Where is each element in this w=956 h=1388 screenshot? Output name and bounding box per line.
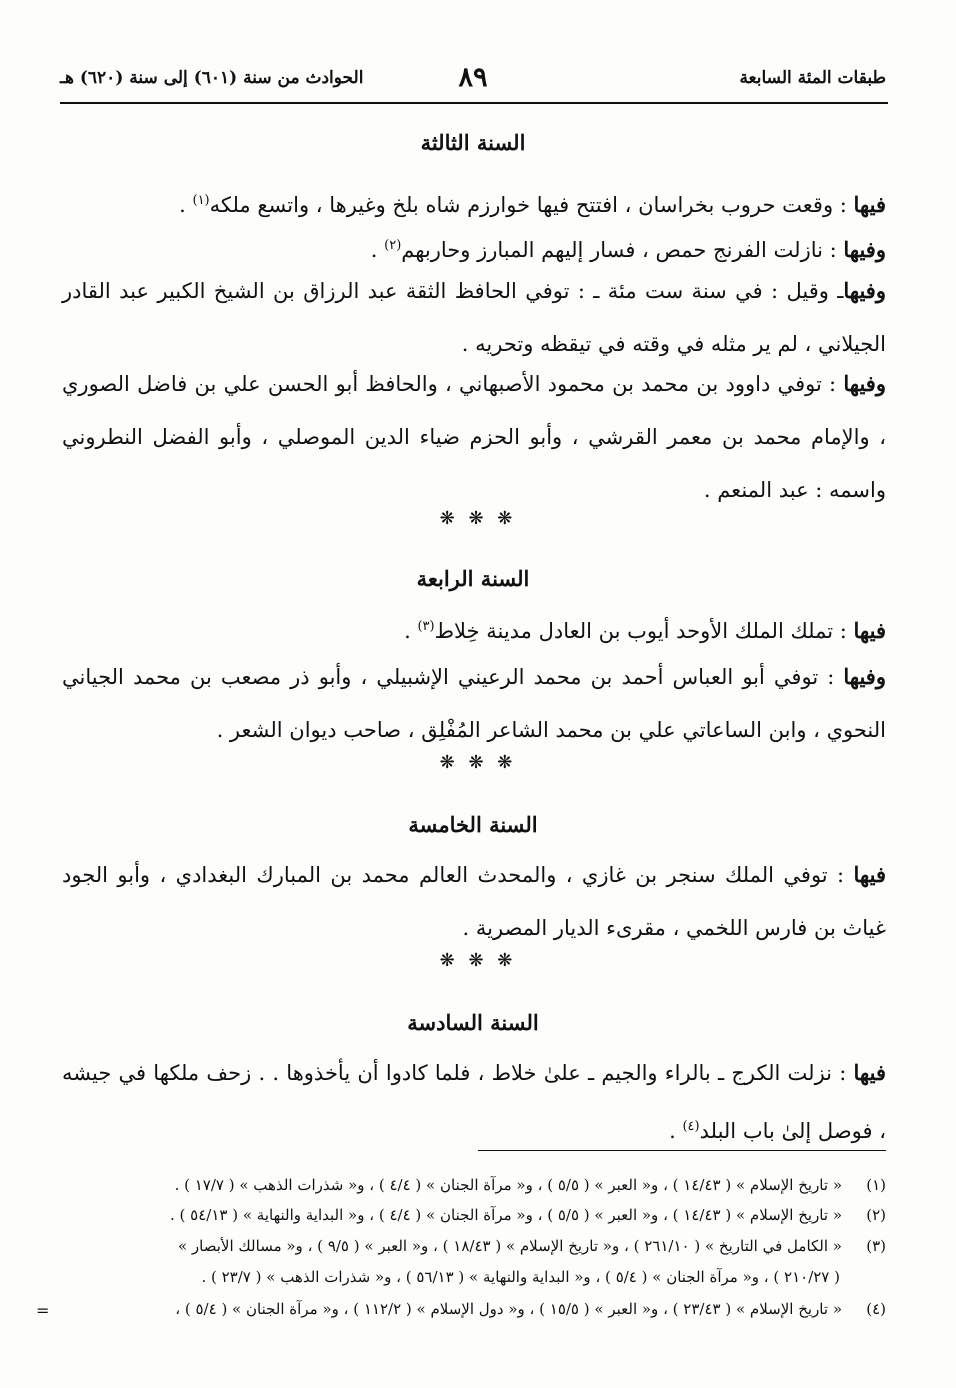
- book-section-title: طبقات المئة السابعة: [739, 68, 886, 88]
- footnote-number: (٣): [866, 1237, 886, 1255]
- paragraph: وفيها : توفي أبو العباس أحمد بن محمد الرعيني الإشبيلي ، وأبو ذر مصعب بن محمد الجياني النحوي ، وابن الساعاتي علي بن محمد الشاعر المُفْلِق ، صاحب ديوان الشعر .: [62, 664, 886, 742]
- paragraph: وفيها : توفي داوود بن محمد بن محمود الأصبهاني ، والحافظ أبو الحسن علي بن فاضل الصوري ، والإمام محمد بن معمر القرشي ، وأبو الحزم ضياء الدين الموصلي ، وأبو الفضل النطروني واسمه : عبد المنعم .: [62, 371, 886, 502]
- footnote-rule: [478, 1150, 886, 1151]
- section-title-year-6: السنة السادسة: [407, 1010, 539, 1035]
- footnote-number: (١): [866, 1176, 886, 1194]
- footnote-number: (٢): [866, 1206, 886, 1224]
- section-separator: ❋ ❋ ❋: [439, 950, 517, 971]
- footnote-ref: (١): [192, 193, 210, 208]
- paragraph: وفيهاـ وقيل : في سنة ست مئة ـ : توفي الحافظ الثقة عبد الرزاق بن الشيخ الكبير عبد القادر الجيلاني ، لم ير مثله في وقته في تيقظه وتحريه .: [62, 278, 886, 356]
- footnote-ref: (٢): [384, 238, 402, 253]
- section-separator: ❋ ❋ ❋: [439, 752, 517, 773]
- section-title-year-3: السنة الثالثة: [420, 130, 526, 155]
- paragraph: فيها : وقعت حروب بخراسان ، افتتح فيها خوارزم شاه بلخ وغيرها ، واتسع ملكه$^{(١)}$ .: [179, 192, 886, 217]
- footnote-ref: (٣): [417, 619, 435, 634]
- footnote-ref: (٤): [682, 1119, 700, 1134]
- chapter-title: الحوادث من سنة (٦٠١) إلى سنة (٦٢٠) هـ: [60, 68, 364, 88]
- section-title-year-4: السنة الرابعة: [416, 566, 530, 591]
- continuation-mark: =: [36, 1301, 50, 1320]
- section-title-year-5: السنة الخامسة: [408, 812, 538, 837]
- section-separator: ❋ ❋ ❋: [439, 508, 517, 529]
- page-number: ٨٩: [458, 62, 488, 93]
- paragraph: وفيها : نازلت الفرنج حمص ، فسار إليهم المبارز وحاربهم$^{(٢)}$ .: [370, 237, 886, 262]
- footnote: (٤)« تاريخ الإسلام » ( ٢٣/٤٣ ) ، و« العبر » ( ١٥/٥ ) ، و« دول الإسلام » ( ١١٢/٢ ) ، و« مرآة الجنان » ( ٥/٤ ) ،: [60, 1294, 886, 1324]
- paragraph: فيها : تملك الملك الأوحد أيوب بن العادل مدينة خِلاط$^{(٣)}$ .: [404, 618, 886, 643]
- footnote: (٣)« الكامل في التاريخ » ( ٢٦١/١٠ ) ، و« تاريخ الإسلام » ( ١٨/٤٣ ) ، و« العبر » ( ٩/٥ ) ، و« مسالك الأبصار »: [60, 1231, 886, 1261]
- header-rule: [60, 102, 888, 104]
- footnote-continuation: ( ٢١٠/٢٧ ) ، و« مرآة الجنان » ( ٥/٤ ) ، و« البداية والنهاية » ( ٥٦/١٣ ) ، و« شذرات الذهب » ( ٢٣/٧ ) .: [201, 1268, 840, 1286]
- running-header: [60, 62, 886, 98]
- footnote: (٢)« تاريخ الإسلام » ( ١٤/٤٣ ) ، و« العبر » ( ٥/٥ ) ، و« مرآة الجنان » ( ٤/٤ ) ، و« البداية والنهاية » ( ٥٤/١٣ ) .: [60, 1200, 886, 1230]
- footnote-number: (٤): [866, 1300, 886, 1318]
- footnote: (١)« تاريخ الإسلام » ( ١٤/٤٣ ) ، و« العبر » ( ٥/٥ ) ، و« مرآة الجنان » ( ٤/٤ ) ، و« شذرات الذهب » ( ١٧/٧ ) .: [60, 1170, 886, 1200]
- paragraph: فيها : نزلت الكرج ـ بالراء والجيم ـ علىٰ خلاط ، فلما كادوا أن يأخذوها . . زحف ملكها في جيشه ، فوصل إلىٰ باب البلد$^{(٤)}$ .: [62, 1060, 886, 1143]
- paragraph: فيها : توفي الملك سنجر بن غازي ، والمحدث العالم محمد بن المبارك البغدادي ، وأبو الجود غياث بن فارس اللخمي ، مقرىء الديار المصرية .: [62, 862, 886, 940]
